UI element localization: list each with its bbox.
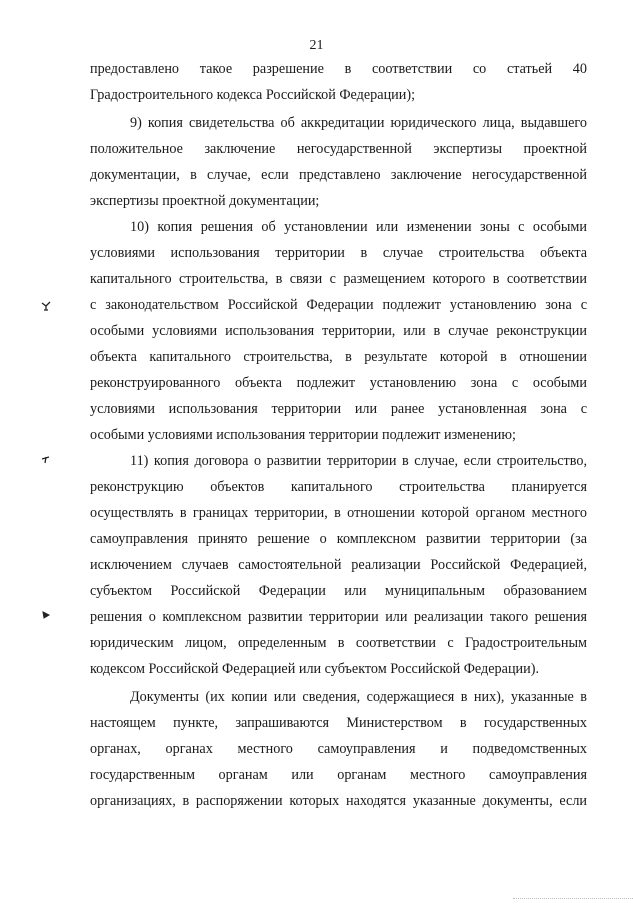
text-line: органах, органах местного самоуправления и подведомственных [90, 741, 587, 757]
text-line: условиями использования территории в случае строительства объекта [90, 245, 587, 261]
paragraph-start-line: 11) копия договора о развитии территории в случае, если строительство, [130, 453, 587, 469]
text-line: экспертизы проектной документации; [90, 193, 320, 209]
text-line: документации, в случае, если представлено заключение негосударственной [90, 167, 587, 183]
margin-mark-icon [41, 455, 51, 465]
text-line: с законодательством Российской Федерации подлежит установлению зона с [90, 297, 587, 313]
text-line: предоставлено такое разрешение в соответствии со статьей 40 [90, 61, 587, 77]
text-line: кодексом Российской Федерацией или субъектом Российской Федерации). [90, 661, 540, 677]
text-line: особыми условиями использования территории, или в случае реконструкции [90, 323, 587, 339]
text-line: исключением случаев самостоятельной реализации Российской Федерацией, [90, 557, 587, 573]
text-line: юридическим лицом, определенным в соответствии с Градостроительным [90, 635, 587, 651]
text-line: капитального строительства, в связи с размещением которого в соответствии [90, 271, 587, 287]
text-line: организациях, в распоряжении которых находятся указанные документы, если [90, 793, 587, 809]
text-line: субъектом Российской Федерации или муниципальным образованием [90, 583, 587, 599]
text-line: осуществлять в границах территории, в отношении которой органом местного [90, 505, 587, 521]
text-line: реконструированного объекта подлежит установлению зона с особыми [90, 375, 587, 391]
text-line: настоящем пункте, запрашиваются Министерством в государственных [90, 715, 587, 731]
scan-edge-dots [513, 898, 633, 899]
text-line: государственным органам или органам местного самоуправления [90, 767, 587, 783]
margin-mark-icon [41, 610, 51, 620]
page-number: 21 [309, 38, 324, 53]
text-line: особыми условиями использования территории подлежит изменению; [90, 427, 516, 443]
text-line: условиями использования территории или ранее установленная зона с [90, 401, 587, 417]
paragraph-start-line: 9) копия свидетельства об аккредитации юридического лица, выдавшего [130, 115, 587, 131]
margin-mark-icon [40, 300, 52, 312]
text-line: объекта капитального строительства, в результате которой в отношении [90, 349, 587, 365]
paragraph-start-line: 10) копия решения об установлении или изменении зоны с особыми [130, 219, 587, 235]
text-line: самоуправления принято решение о комплексном развитии территории (за [90, 531, 587, 547]
text-line: положительное заключение негосударственной экспертизы проектной [90, 141, 587, 157]
text-line: Градостроительного кодекса Российской Федерации); [90, 87, 416, 103]
text-line: решения о комплексном развитии территории или реализации такого решения [90, 609, 587, 625]
paragraph-start-line: Документы (их копии или сведения, содержащиеся в них), указанные в [130, 689, 587, 705]
text-line: реконструкцию объектов капитального строительства планируется [90, 479, 587, 495]
